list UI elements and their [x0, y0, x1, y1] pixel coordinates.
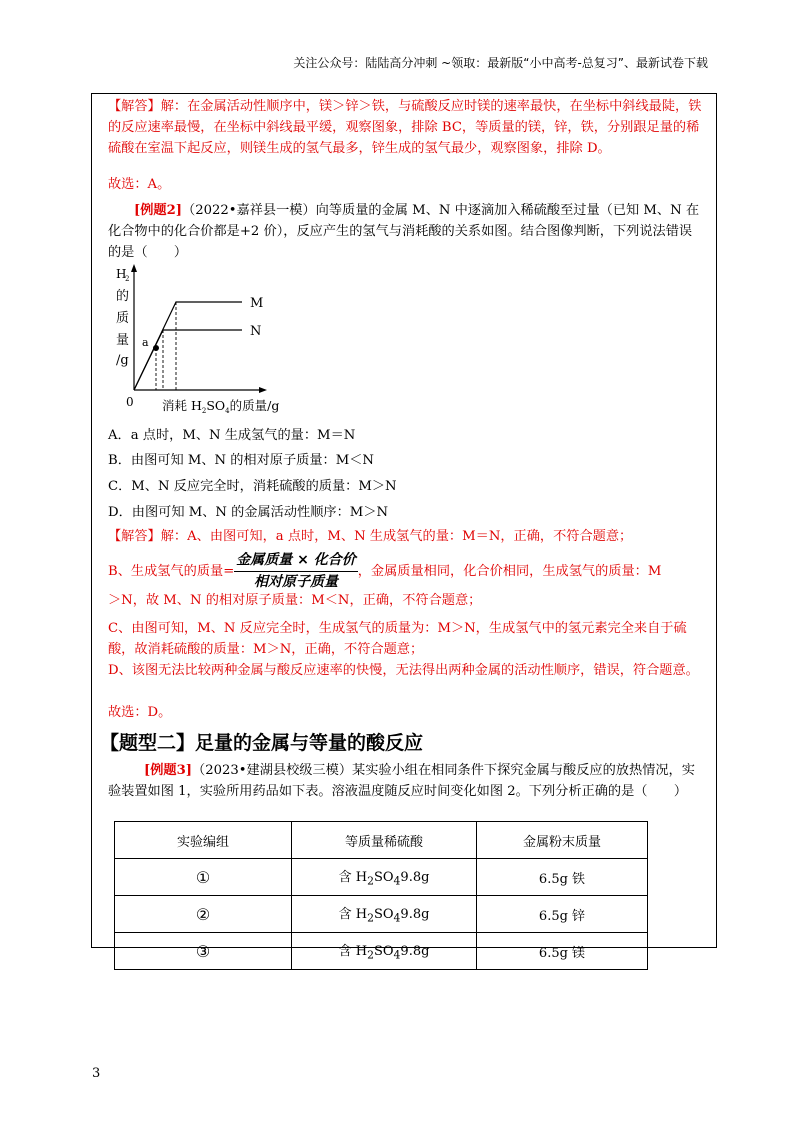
example2-label: [例题2]: [134, 203, 183, 218]
section-heading: 【题型二】足量的金属与等量的酸反应: [100, 732, 424, 754]
answer2-a: [108, 526, 632, 547]
point-a-label: a: [142, 336, 149, 349]
answer2-c: C、由图可知，M、N 反应完全时，生成氢气的质量为：M＞N，生成氢气中的氢元素完全来自于硫酸，故消耗硫酸的质量：M＞N，正确，不符合题意；: [108, 621, 687, 657]
example3-label: [例题3]: [144, 763, 193, 778]
table-cell-metal: 6.5g 锌: [477, 896, 648, 933]
hydrogen-graph: [102, 262, 312, 414]
table-cell-acid: 含 $H_2SO_49.8g$: [292, 859, 477, 896]
formula-denominator: 相对原子质量: [253, 574, 338, 590]
x-axis-label: 消耗 $H_2SO_4$的质量/g: [162, 398, 280, 414]
example2-text: （2022•嘉祥县一模）向等质量的金属 M、N 中逐滴加入稀硫酸至过量（已知 M、N 在化合物中的化合价都是+2 价），反应产生的氢气与消耗酸的关系如图。结合图像判断，下列说法错误的是（ ）: [108, 203, 700, 260]
table-row: [115, 933, 648, 970]
table-cell-id: ③: [115, 933, 292, 970]
y-label-char-4: /g: [116, 353, 129, 368]
answer2-a-text: 解：A、由图可知，a 点时，M、N 生成氢气的量：M＝N，正确，不符合题意；: [160, 529, 633, 544]
option-b: B．由图可知 M、N 的相对原子质量：M＜N: [108, 453, 374, 468]
table-header: 等质量稀硫酸: [292, 822, 477, 859]
answer2-d: D、该图无法比较两种金属与酸反应速率的快慢，无法得出两种金属的活动性顺序，错误，符合题意。: [108, 663, 699, 678]
answer2-b-suffix: ，金属质量相同，化合价相同，生成氢气的质量：M: [357, 564, 662, 579]
point-a: [153, 345, 159, 351]
answer2-b-prefix: B、生成氢气的质量=: [108, 564, 235, 579]
answer2-choice: 故选：D。: [108, 705, 172, 720]
y-label-h-sub: 2: [125, 275, 130, 283]
origin-label: 0: [126, 395, 134, 409]
table-header-row: [115, 822, 648, 859]
m-label: M: [250, 296, 264, 311]
x-axis-arrow: [259, 387, 267, 393]
prev-answer-text: 解：在金属活动性顺序中，镁＞锌＞铁，与硫酸反应时镁的速率最快，在坐标中斜线最陡，铁的反应速率最慢，在坐标中斜线最平缓，观察图象，排除 BC，等质量的镁，锌，铁，分别跟足量的稀硫酸在室温下起反应，则镁生成的氢气最多，锌生成的氢气最少，观察图象，排除 D。: [108, 99, 702, 156]
page-number: 3: [92, 1066, 101, 1081]
page-header: 关注公众号：陆陆高分冲刺 ~领取：最新版“小中高考-总复习”、最新试卷下载: [293, 56, 708, 70]
table-header: 金属粉末质量: [477, 822, 648, 859]
answer2-b: [108, 550, 708, 593]
y-axis-arrow: [131, 264, 137, 272]
table-row: [115, 859, 648, 896]
prev-answer-choice: 故选：A。: [108, 177, 171, 192]
curve-n: [134, 330, 242, 390]
curve-m: [134, 302, 242, 390]
option-d: D．由图可知 M、N 的金属活动性顺序：M＞N: [108, 505, 389, 520]
prev-answer-label: 【解答】: [108, 99, 161, 114]
answer2-label: 【解答】: [108, 529, 161, 544]
table-cell-id: ②: [115, 896, 292, 933]
answer2-b-line2: ＞N，故 M、N 的相对原子质量：M＜N，正确，不符合题意；: [108, 593, 482, 608]
example2-question: [108, 200, 702, 263]
table-header: 实验编组: [115, 822, 292, 859]
y-label-char-3: 量: [116, 333, 130, 348]
y-label-char-2: 质: [116, 311, 130, 326]
option-c: C．M、N 反应完全时，消耗硫酸的质量：M＞N: [108, 479, 397, 494]
table-row: [115, 896, 648, 933]
table-cell-acid: 含 $H_2SO_49.8g$: [292, 896, 477, 933]
table-cell-metal: 6.5g 镁: [477, 933, 648, 970]
example3-text: （2023•建湖县校级三模）某实验小组在相同条件下探究金属与酸反应的放热情况，实验装置如图 1，实验所用药品如下表。溶液温度随反应时间变化如图 2。下列分析正确的是（ ）: [108, 763, 695, 799]
y-label-char-1: 的: [116, 289, 130, 304]
option-a: A．a 点时，M、N 生成氢气的量：M＝N: [108, 428, 356, 443]
table-cell-acid: 含 $H_2SO_49.8g$: [292, 933, 477, 970]
table-cell-id: ①: [115, 859, 292, 896]
prev-answer: [108, 96, 702, 159]
formula-numerator: 金属质量 × 化合价: [234, 550, 357, 572]
experiment-table: [114, 821, 648, 970]
table-cell-metal: 6.5g 铁: [477, 859, 648, 896]
content-frame: [91, 93, 717, 962]
example3-question: [108, 760, 702, 802]
n-label: N: [250, 324, 262, 339]
y-label-h: H: [116, 267, 127, 281]
formula-fraction: [234, 550, 357, 593]
